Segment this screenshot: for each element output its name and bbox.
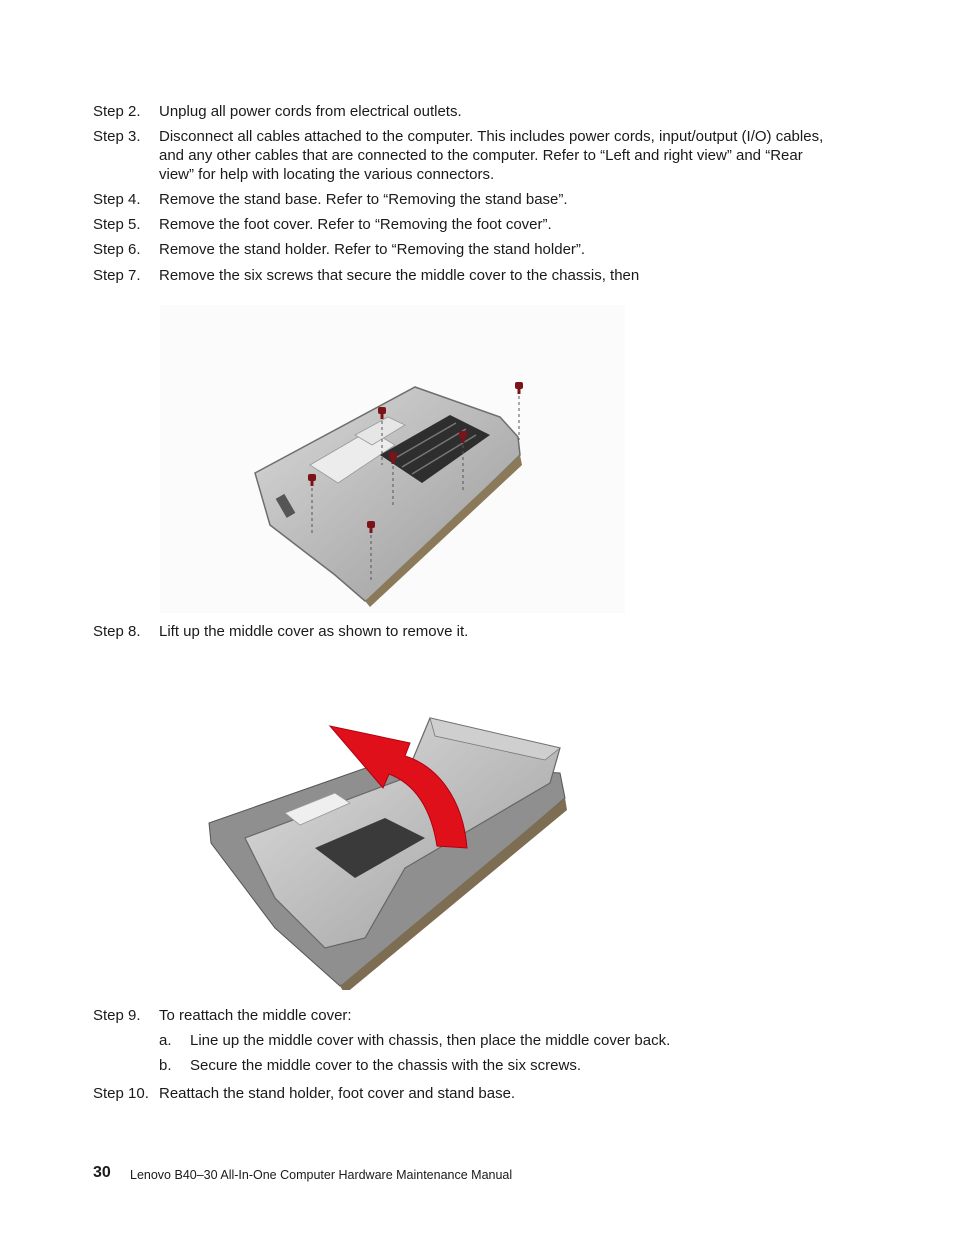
step-text: Disconnect all cables attached to the computer. This includes power cords, input/output (I/O) cables, and any other cables that are connected to the computer. Refer to “Left and right view” and “Rear view” for help with locating the various connectors. [159, 128, 824, 183]
step-number: Step 4. [93, 191, 141, 208]
substep-label: a. [159, 1032, 172, 1049]
step-number: Step 7. [93, 267, 141, 284]
step-text: To reattach the middle cover: [159, 1007, 352, 1024]
step-number: Step 10. [93, 1085, 149, 1102]
step-text: Remove the six screws that secure the middle cover to the chassis, then [159, 267, 640, 284]
screws-removal-illustration [160, 305, 625, 613]
page-number: 30 [93, 1164, 111, 1181]
substep-text: Secure the middle cover to the chassis with the six screws. [190, 1057, 581, 1074]
substep-label: b. [159, 1057, 172, 1074]
step-number: Step 8. [93, 623, 141, 640]
step-text: Remove the stand base. Refer to “Removing the stand base”. [159, 191, 568, 208]
step-number: Step 6. [93, 241, 141, 258]
step-text: Reattach the stand holder, foot cover and stand base. [159, 1085, 516, 1102]
step-number: Step 3. [93, 128, 141, 145]
manual-title: Lenovo B40–30 All-In-One Computer Hardware Maintenance Manual [130, 1168, 513, 1182]
step-number: Step 2. [93, 103, 141, 120]
substep-text: Line up the middle cover with chassis, then place the middle cover back. [190, 1032, 671, 1049]
step-text: Remove the stand holder. Refer to “Removing the stand holder”. [159, 241, 586, 258]
step-number: Step 9. [93, 1007, 141, 1024]
lift-middle-cover-illustration [205, 708, 575, 990]
step-number: Step 5. [93, 216, 141, 233]
step-text: Unplug all power cords from electrical outlets. [159, 103, 462, 120]
step-text: Lift up the middle cover as shown to remove it. [159, 623, 469, 640]
step-text: Remove the foot cover. Refer to “Removing the foot cover”. [159, 216, 552, 233]
